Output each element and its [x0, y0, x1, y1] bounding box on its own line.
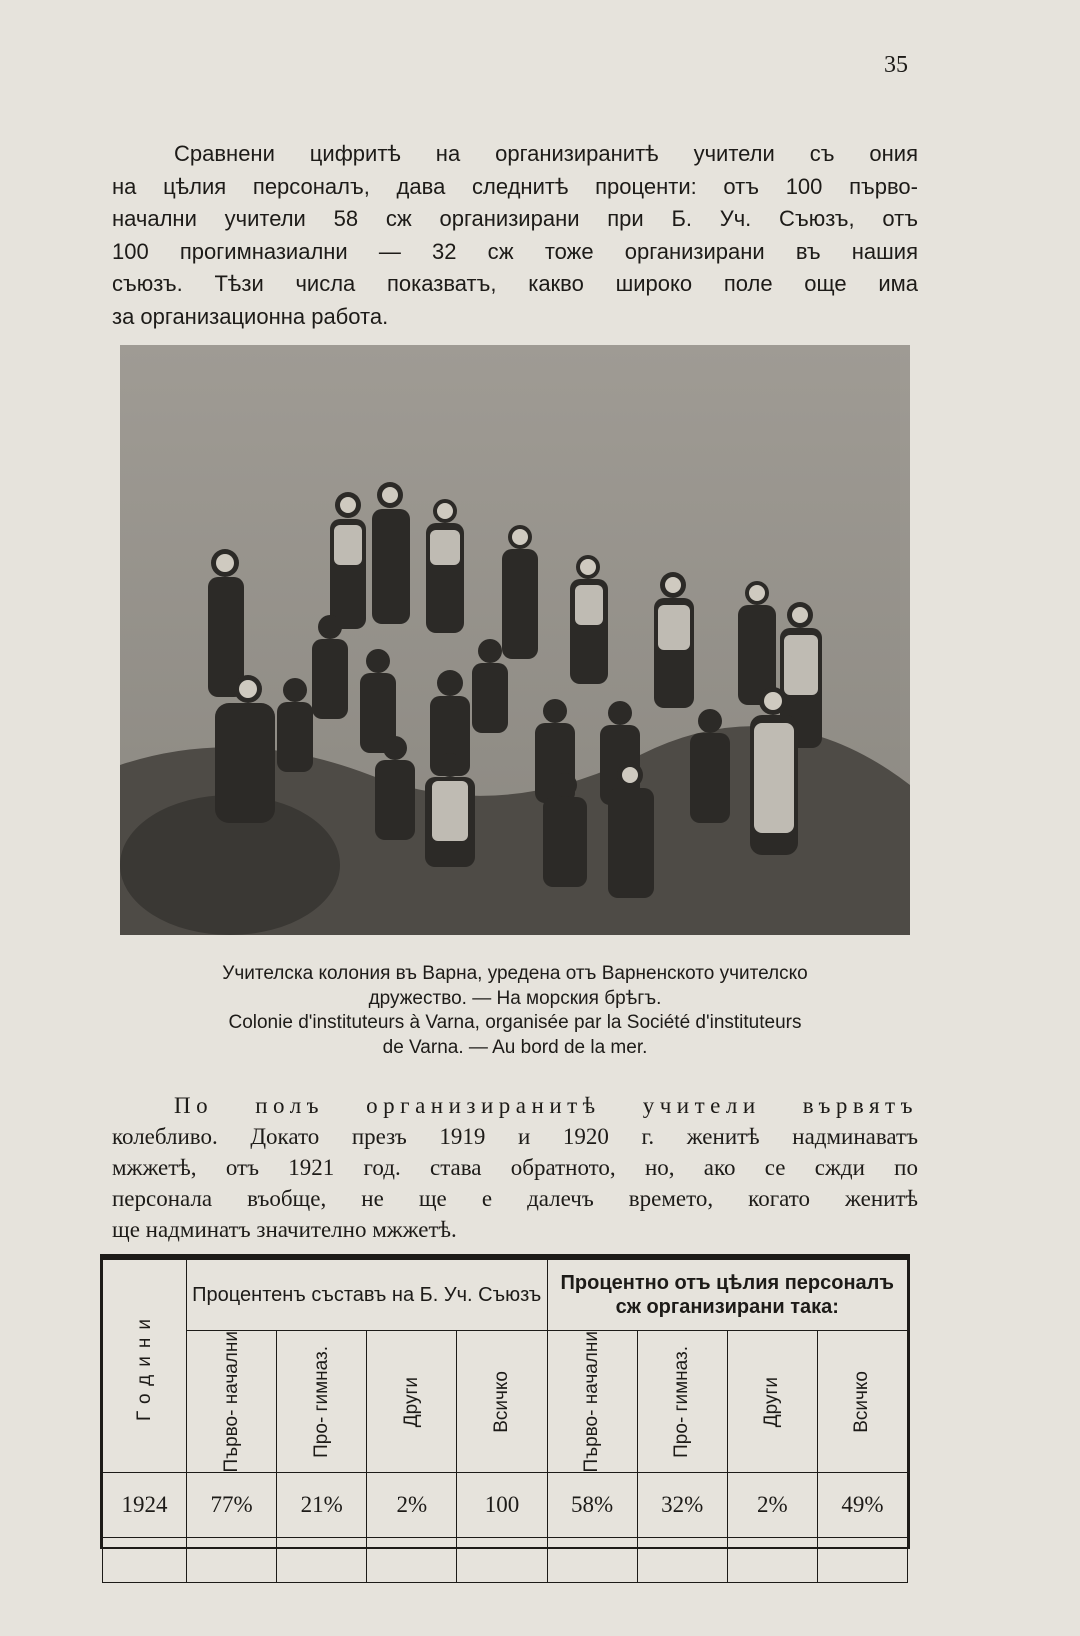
- column-label: Про- гимназ.: [310, 1345, 332, 1458]
- table-cell: 2%: [367, 1473, 457, 1538]
- paragraph-line: колебливо. Докато презъ 1919 и 1920 г. женитѣ надминаватъ: [112, 1124, 918, 1149]
- table-cell: 77%: [187, 1473, 277, 1538]
- column-header: [547, 1331, 637, 1473]
- paragraph-line: за организационна работа.: [112, 303, 389, 329]
- paragraph-line: Сравнени цифритѣ на организиранитѣ учители съ ония: [174, 141, 918, 166]
- year-cell: 1924: [103, 1473, 187, 1538]
- paragraph-lead: По полъ организиранитѣ учители вървятъ: [174, 1093, 918, 1118]
- column-label: Първо- начални: [581, 1331, 603, 1473]
- years-header: Години: [133, 1311, 155, 1422]
- group-photo-illustration: [120, 345, 910, 935]
- caption-line: Учителска колония въ Варна, уредена отъ Варненското учителско: [222, 963, 808, 984]
- group2-header: Процентно отъ цѣлия персоналъ сж организирани така:: [547, 1260, 908, 1331]
- column-label: Други: [761, 1376, 783, 1427]
- caption-line: de Varna. — Au bord de la mer.: [382, 1036, 648, 1058]
- column-header: [727, 1331, 817, 1473]
- paragraph-line: персонала въобще, не ще е далечъ времето, когато женитѣ: [112, 1186, 918, 1211]
- column-header: [187, 1331, 277, 1473]
- column-header: [817, 1331, 907, 1473]
- column-label: Всичко: [490, 1370, 512, 1433]
- column-label: Про- гимназ.: [671, 1345, 693, 1458]
- table-row: [103, 1473, 908, 1538]
- caption-line: Colonie d'instituteurs à Varna, organisée par la Société d'instituteurs: [228, 1012, 802, 1033]
- column-label: Други: [400, 1376, 422, 1427]
- paragraph-line: мжжетѣ, отъ 1921 год. става обратното, но, ако се сжди по: [112, 1155, 918, 1180]
- statistics-table: [100, 1254, 910, 1549]
- table-cell: 2%: [727, 1473, 817, 1538]
- caption-line: дружество. — На морския брѣгъ.: [368, 987, 662, 1009]
- years-header-cell: [103, 1260, 187, 1473]
- photo-caption: [112, 962, 918, 1060]
- paragraph-line: съюзъ. Тѣзи числа показватъ, какво широко поле още има: [112, 271, 918, 296]
- table-cell: 100: [457, 1473, 547, 1538]
- table-cell: 32%: [637, 1473, 727, 1538]
- column-header: [637, 1331, 727, 1473]
- table-cell: 58%: [547, 1473, 637, 1538]
- group1-header: Процентенъ съставъ на Б. Уч. Съюзъ: [187, 1260, 548, 1331]
- table-cell: 21%: [277, 1473, 367, 1538]
- group-photo: [120, 345, 910, 935]
- table-spacer-row: [103, 1538, 908, 1583]
- paragraph-line: 100 прогимназиални — 32 сж тоже организирани въ нашия: [112, 238, 918, 264]
- column-header: [457, 1331, 547, 1473]
- paragraph-line: на цѣлия персоналъ, дава следнитѣ проценти: отъ 100 първо-: [112, 173, 918, 199]
- paragraph-organized-teachers: [112, 138, 918, 333]
- paragraph-line: ще надминатъ значително мжжетѣ.: [112, 1217, 457, 1242]
- column-label: Всичко: [851, 1370, 873, 1433]
- paragraph-line: начални учители 58 сж организирани при Б. Уч. Съюзъ, отъ: [112, 206, 918, 231]
- column-header: [277, 1331, 367, 1473]
- table-cell: 49%: [817, 1473, 907, 1538]
- paragraph-by-gender: [112, 1090, 918, 1245]
- page-number: 35: [884, 52, 908, 78]
- column-header: [367, 1331, 457, 1473]
- column-label: Първо- начални: [220, 1331, 242, 1473]
